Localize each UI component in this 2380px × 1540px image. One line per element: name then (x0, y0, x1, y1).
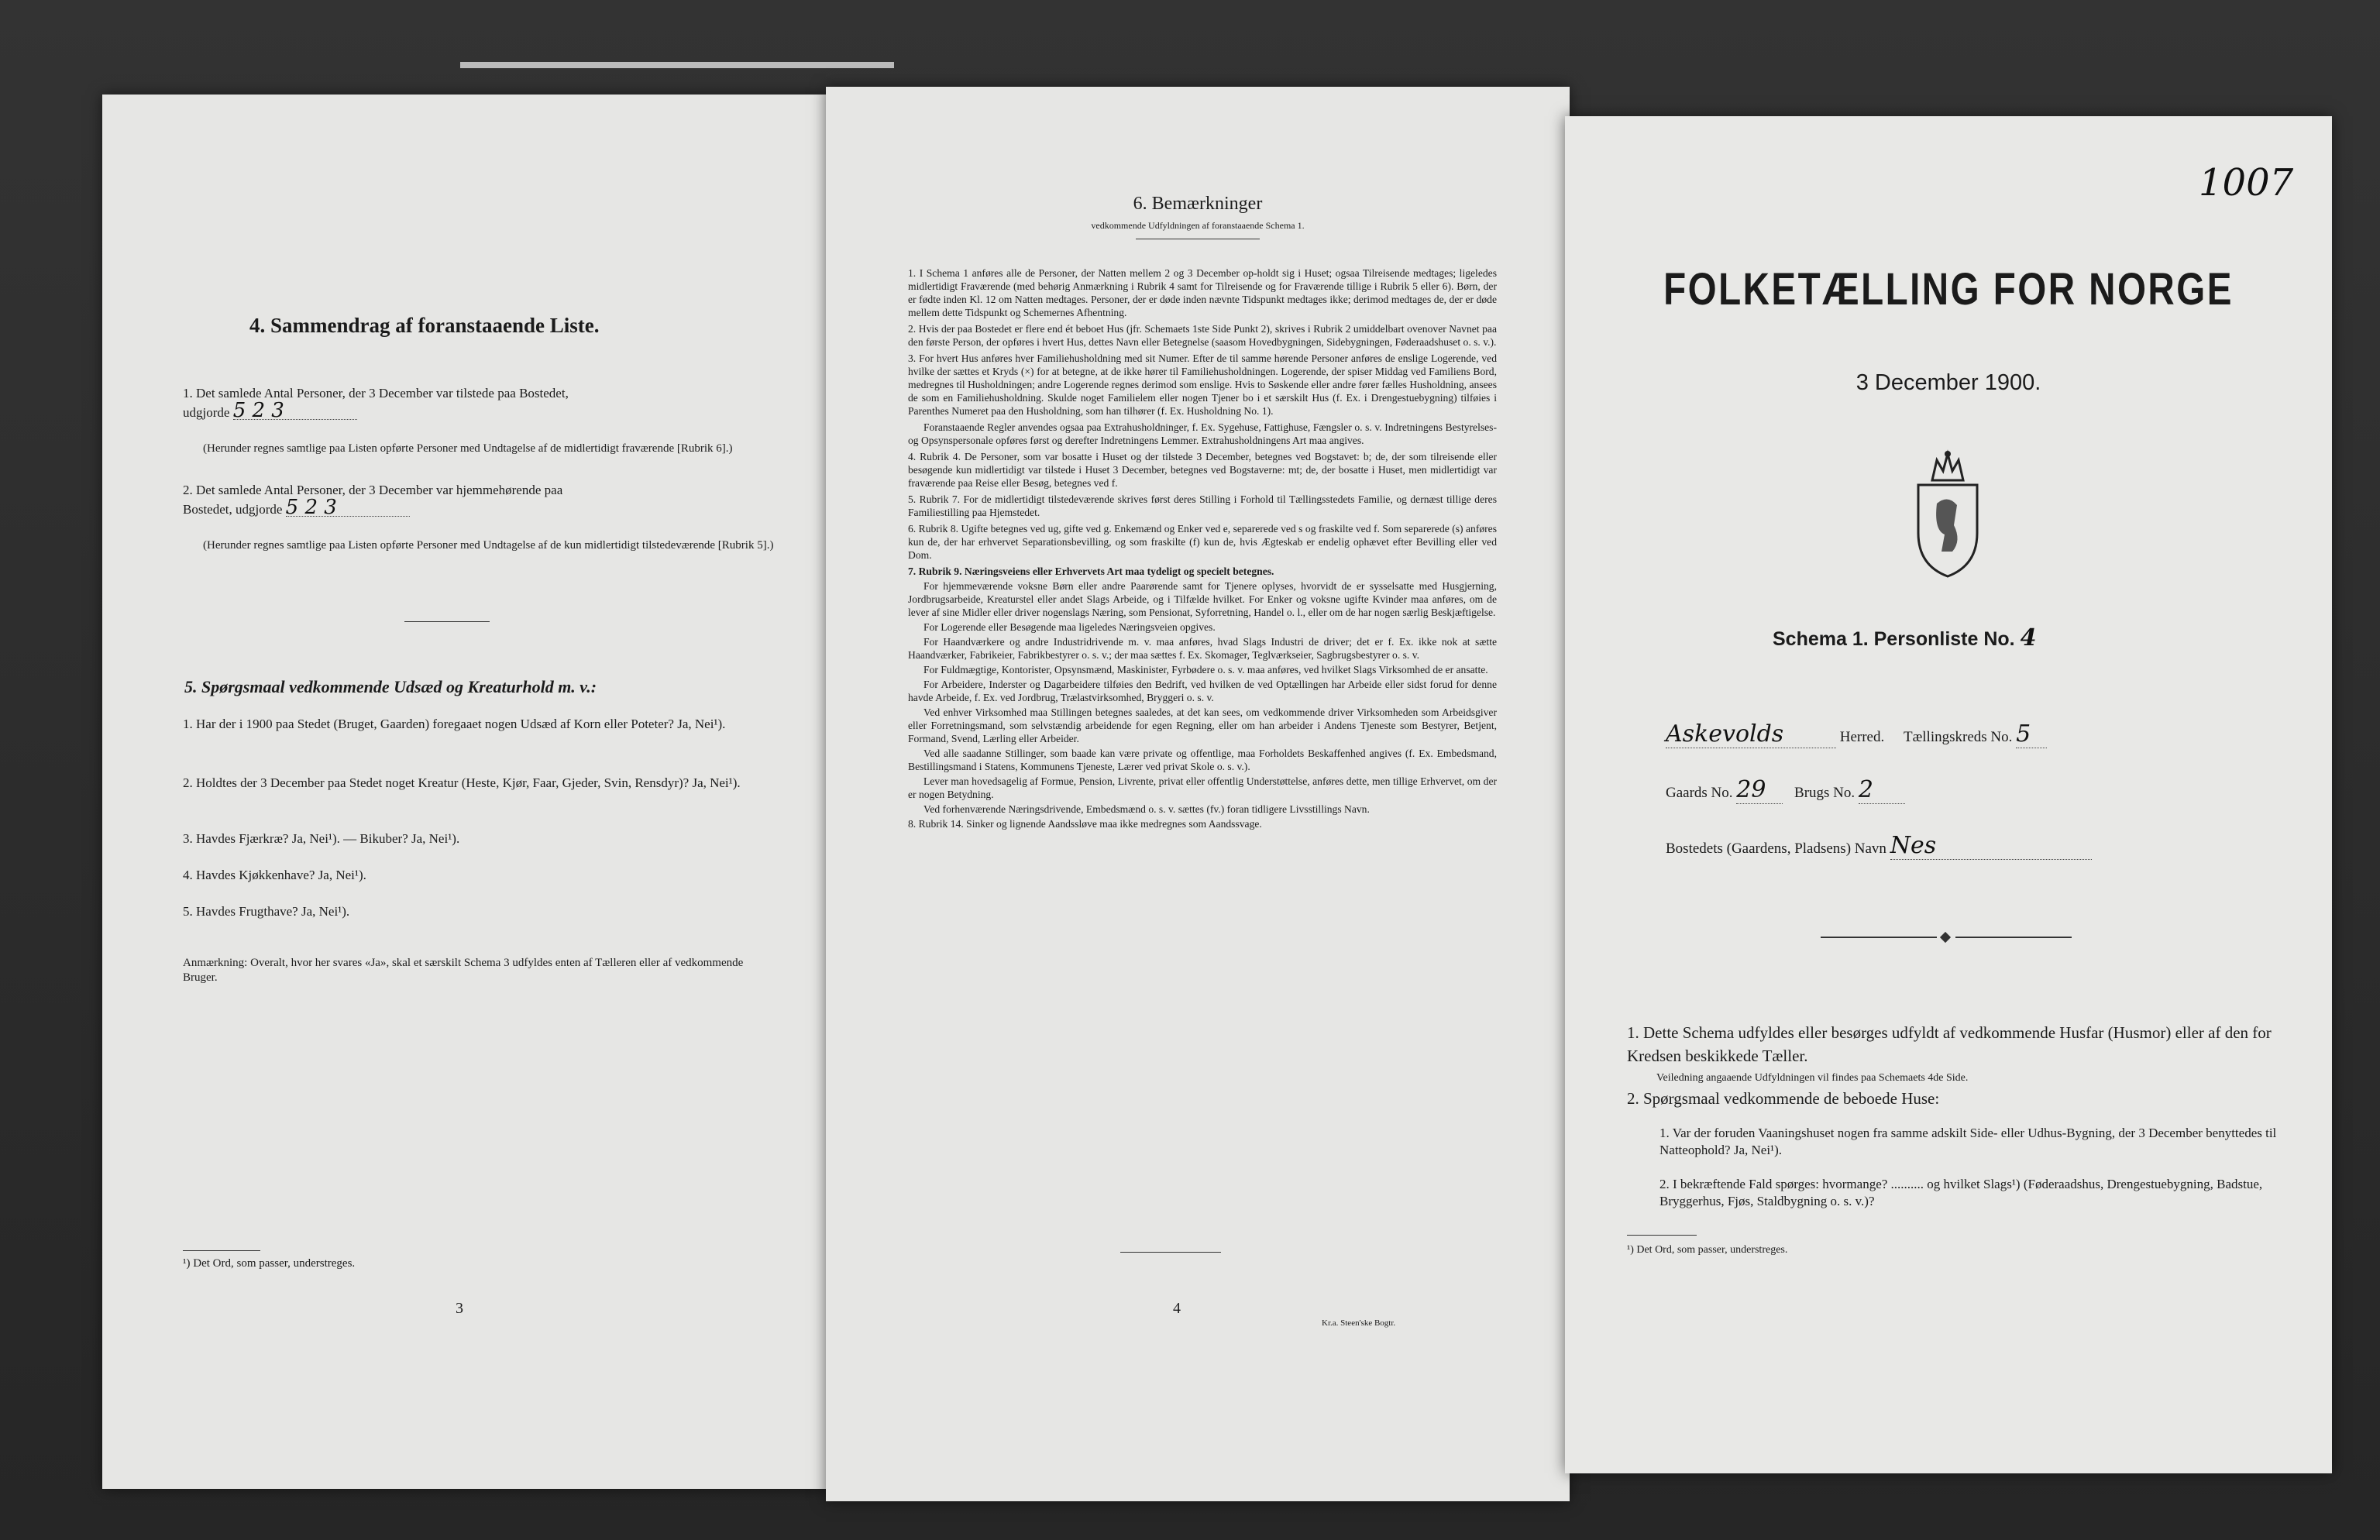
question-3: 3. Havdes Fjærkræ? Ja, Nei¹). — Bikuber? Ja, Nei¹). (183, 831, 460, 846)
printer-mark: Kr.a. Steen'ske Bogtr. (1322, 1318, 1396, 1328)
summary-item-1-value: 5 2 3 (233, 402, 357, 420)
remark-paragraph: Ved alle saadanne Stillinger, som baade kan være private og offentlige, maa Forholdets Beskaffenhed angives (f. Ex. Embedsmand, Bestillingsmand i Statens, Kommunens Tjeneste, Lærer ved privat Skole o. s. v.). (908, 748, 1497, 772)
brugs-value: 2 (1859, 776, 1905, 804)
summary-item-1 (183, 385, 772, 421)
instruction-2-question-2: 2. I bekræftende Fald spørges: hvormange? .......... og hvilket Slags¹) (Føderaadshus, Drengestuebygning, Badstue, Bryggerhus, Fjøs, Staldbygning o. s. v.)? (1659, 1177, 2263, 1208)
remark-paragraph: 4. Rubrik 4. De Personer, som var bosatte i Huset og der tilstede 3 December, betegnes ved Bogstavet: b; de, der som tilreisende eller besøgende kun midlertidigt var tilstede i Huset 3 December, betegnes ved Bogstaverne: mt; de, der bosatte i Huset, men midlertidigt var fraværende paa Reise eller Besøg, betegnes ved f. (908, 451, 1497, 489)
remark-paragraph: For Logerende eller Besøgende maa ligeledes Næringsveien opgives. (923, 621, 1216, 633)
remarks-subtitle: vedkommende Udfyldningen af foranstaaende Schema 1. (1091, 220, 1305, 231)
bosted-value: Nes (1890, 832, 2092, 860)
kreds-value: 5 (2016, 720, 2047, 748)
summary-item-2-note: (Herunder regnes samtlige paa Listen opførte Personer med Undtagelse af de kun midlertidigt tilstedeværende [Rubrik 5].) (203, 539, 774, 552)
gaards-value: 29 (1736, 776, 1783, 804)
footnote: ¹) Det Ord, som passer, understreges. (1627, 1244, 1788, 1256)
footnote-rule (1627, 1235, 1697, 1236)
footnote-rule (183, 1250, 260, 1251)
remark-paragraph: For Haandværkere og andre Industridrivende m. v. maa anføres, hvad Slags Industri de driver; det er f. Ex. ikke nok at sætte Haandværker, Fabrikeier, Fabrikbestyrer o. s. v.; der maa sættes f. Ex. Skomager, Teglværkseier, Sagbrugsbestyrer o. s. v. (908, 636, 1497, 661)
divider (404, 621, 490, 622)
page-number: 3 (456, 1300, 463, 1317)
kreds-label: Tællingskreds No. (1904, 729, 2013, 745)
herred-line (1666, 720, 2270, 748)
archive-number: 1007 (2199, 161, 2294, 205)
remark-paragraph: Ved forhenværende Næringsdrivende, Embedsmænd o. s. v. sættes (fv.) foran tidligere Livsstillings Navn. (923, 803, 1370, 815)
remark-paragraph: For Arbeidere, Inderster og Dagarbeidere tilføies den Bedrift, ved hvilken de ved Optællingen har Arbeide eller sidst forud for denne havde Arbeide, f. Ex. ved Jordbrug, Trælastvirksomhed, Bryggeri o. s. v. (908, 679, 1497, 703)
schema-number: 4 (2020, 624, 2037, 651)
section-5-title: 5. Spørgsmaal vedkommende Udsæd og Kreaturhold m. v.: (184, 677, 597, 696)
instruction-2: 2. Spørgsmaal vedkommende de beboede Huse: (1627, 1089, 1940, 1108)
remark-paragraph: 6. Rubrik 8. Ugifte betegnes ved ug, gifte ved g. Enkemænd og Enker ved e, separerede ved s og fraskilte ved f. Som separerede (s) anføres kun de, der har erhvervet Separationsbevilling, og som fraskilte (f) kun de, hvis Ægteskab er endelig ophævet efter Bevilling eller ved Dom. (908, 523, 1497, 561)
question-2 (183, 775, 772, 792)
page-number: 4 (1173, 1300, 1181, 1317)
remark-paragraph: 1. I Schema 1 anføres alle de Personer, der Natten mellem 2 og 3 December op-holdt sig i Huset; ogsaa Tilreisende medtages; ligeledes midlertidigt Fraværende (med behørig Anmærkning i Rubrik 4 samt for Tilreisende og for Fraværende tillige i Rubrik 5 eller 6). Børn, der er fødte inden Kl. 12 om Natten medtages. Personer, der er døde inden nævnte Tidspunkt medtages ikke; derimod medtages de, der er døde mellem dette Tidspunkt og Schemernes Afhentning. (908, 267, 1497, 318)
census-title: FOLKETÆLLING FOR NORGE (1663, 264, 2234, 315)
page-middle (826, 87, 1570, 1501)
question-5: 5. Havdes Frugthave? Ja, Nei¹). (183, 904, 350, 919)
bosted-label: Bostedets (Gaardens, Pladsens) Navn (1666, 840, 1886, 857)
ornament-divider (1821, 933, 2076, 942)
summary-item-2 (183, 482, 772, 518)
footnote: ¹) Det Ord, som passer, understreges. (183, 1257, 356, 1270)
summary-item-2-label: Bostedet, udgjorde (183, 502, 283, 517)
remark-paragraph: 3. For hvert Hus anføres hver Familiehusholdning med sit Numer. Efter de til samme hørende Personer anføres de enslige Logerende, ved hvilke der sættes et Kryds (×) for at betegne, at de ikke hører til Familiehusholdningen. Logerende, der spiser Middag ved Familiens Bord, medregnes til Husholdningen; andre Logerende regnes derimod som enslige. Hvis to Søskende eller andre fører fælles Husholdning, ansees de som en Familiehusholdning. Skulde noget Familielem eller nogen Tjener bo i et særskilt Hus (f. Ex. i Drengestuebygning) tilføies i Parenthes Numeret paa den Husholdning, som han tilhører (f. Ex. Husholdning No. 1). (908, 352, 1497, 417)
remark-paragraph: 5. Rubrik 7. For de midlertidigt tilstedeværende skrives først deres Stilling i Forhold til Tællingsstedets Familie, og dernæst tillige deres Familiestilling paa Hjemstedet. (908, 493, 1497, 518)
question-4: 4. Havdes Kjøkkenhave? Ja, Nei¹). (183, 868, 366, 882)
schema-line (1773, 624, 2036, 651)
summary-item-2-text: 2. Det samlede Antal Personer, der 3 December var hjemmehørende paa (183, 483, 563, 497)
remark-paragraph: For hjemmeværende voksne Børn eller andre Paarørende samt for Tjenere oplyses, hvorvidt de er sysselsatte med Husgjerning, Jordbrugsarbeide, Kreaturstel eller andet Slags Arbeide, og i Tilfælde hvilket. For Enker og voksne ugifte Kvinder maa anføres, om de lever af sine Midler eller driver nogenslags Næring, som Pensionat, Syforretning, Handel o. l., eller om de har nogen særlig Beskjæftigelse. (908, 580, 1497, 618)
census-date: 3 December 1900. (1856, 370, 2041, 395)
remark-paragraph: 8. Rubrik 14. Sinker og lignende Aandssløve maa ikke medregnes som Aandssvage. (908, 818, 1262, 830)
brugs-label: Brugs No. (1794, 785, 1856, 801)
schema-label: Schema 1. Personliste No. (1773, 628, 2015, 650)
question-2-text: 2. Holdtes der 3 December paa Stedet noget Kreatur (Heste, Kjør, Faar, Gjeder, Svin, Rensdyr)? (183, 775, 690, 790)
gaards-line (1666, 776, 1905, 804)
summary-item-1-note: (Herunder regnes samtlige paa Listen opførte Personer med Undtagelse af de midlertidigt fraværende [Rubrik 6].) (203, 442, 733, 455)
remarks-title: 6. Bemærkninger (1133, 194, 1263, 214)
remark-paragraph: Ved enhver Virksomhed maa Stillingen betegnes saaledes, at det kan sees, om vedkommende driver Virksomheden som Arbeidsgiver eller Forretningsmand, som selvstændig arbeidende for egen Regning, eller om han arbeider i Andens Tjeneste som Bestyrer, Betjent, Formand, Svend, Lærling eller Arbeider. (908, 706, 1497, 744)
herred-value: Askevolds (1666, 720, 1836, 748)
bosted-line (1666, 832, 2092, 860)
remark-paragraph: 2. Hvis der paa Bostedet er flere end ét beboet Hus (jfr. Schemaets 1ste Side Punkt 2), skrives i Rubrik 2 umiddelbart ovenover Navnet paa den første Person, der opføres i hvert Hus, dettes Navn eller Betegnelse (saasom Hovedbygningen, Sidebygningen, Føderaadshuset o. s. v.). (908, 323, 1497, 348)
summary-item-1-text: 1. Det samlede Antal Personer, der 3 December var tilstede paa Bostedet, (183, 386, 569, 400)
question-2-answer: Ja, Nei¹). (692, 775, 741, 790)
instruction-1-note: Veiledning angaaende Udfyldningen vil findes paa Schemaets 4de Side. (1656, 1072, 1969, 1084)
crown-lion-shield-icon (1911, 449, 1985, 581)
remark-paragraph: Lever man hovedsagelig af Formue, Pension, Livrente, privat eller offentlig Understøttelse, anføres dette, men tillige Erhvervet, om der er nogen Betydning. (908, 775, 1497, 800)
summary-item-2-value: 5 2 3 (286, 499, 410, 517)
instruction-2-question-1: 1. Var der foruden Vaaningshuset nogen fra samme adskilt Side- eller Udhus-Bygning, der 3 December benyttedes til Natteophold? Ja, Nei¹). (1659, 1126, 2277, 1157)
remark-paragraph: For Fuldmægtige, Kontorister, Opsynsmænd, Maskinister, Fyrbødere o. s. v. maa anføres, ved hvilket Slags Virksomhed de er ansatte. (923, 664, 1488, 675)
remark-paragraph: 7. Rubrik 9. Næringsveiens eller Erhvervets Art maa tydeligt og specielt betegnes. (908, 565, 1274, 577)
question-1 (183, 716, 772, 733)
page-right-cover (1565, 116, 2332, 1473)
anmaerkning-note: Anmærkning: Overalt, hvor her svares «Ja», skal et særskilt Schema 3 udfyldes enten af Tælleren eller af vedkommende Bruger. (183, 957, 744, 984)
section-4-title: 4. Sammendrag af foranstaaende Liste. (249, 314, 600, 337)
gaards-label: Gaards No. (1666, 785, 1733, 801)
instruction-1: 1. Dette Schema udfyldes eller besørges udfyldt af vedkommende Husfar (Husmor) eller af den for Kredsen beskikkede Tæller. (1627, 1023, 2272, 1065)
top-edge-strip (460, 62, 894, 68)
herred-label: Herred. (1839, 729, 1885, 745)
remark-paragraph: Foranstaaende Regler anvendes ogsaa paa Extrahusholdninger, f. Ex. Sygehuse, Fattighuse, Fængsler o. s. v. Indretningens Bestyrelses- og Opsynspersonale opføres først og derefter Indretningens Lemmer. Extrahusholdningens Art maa angives. (908, 421, 1497, 446)
summary-item-1-label: udgjorde (183, 405, 230, 420)
question-1-answer: Ja, Nei¹). (677, 717, 726, 731)
question-1-text: 1. Har der i 1900 paa Stedet (Bruget, Gaarden) foregaaet nogen Udsæd af Korn eller Poteter? (183, 717, 674, 731)
remarks-body (908, 266, 1497, 830)
page-left (102, 95, 826, 1489)
end-rule (1120, 1252, 1221, 1253)
coat-of-arms (1911, 449, 1985, 581)
